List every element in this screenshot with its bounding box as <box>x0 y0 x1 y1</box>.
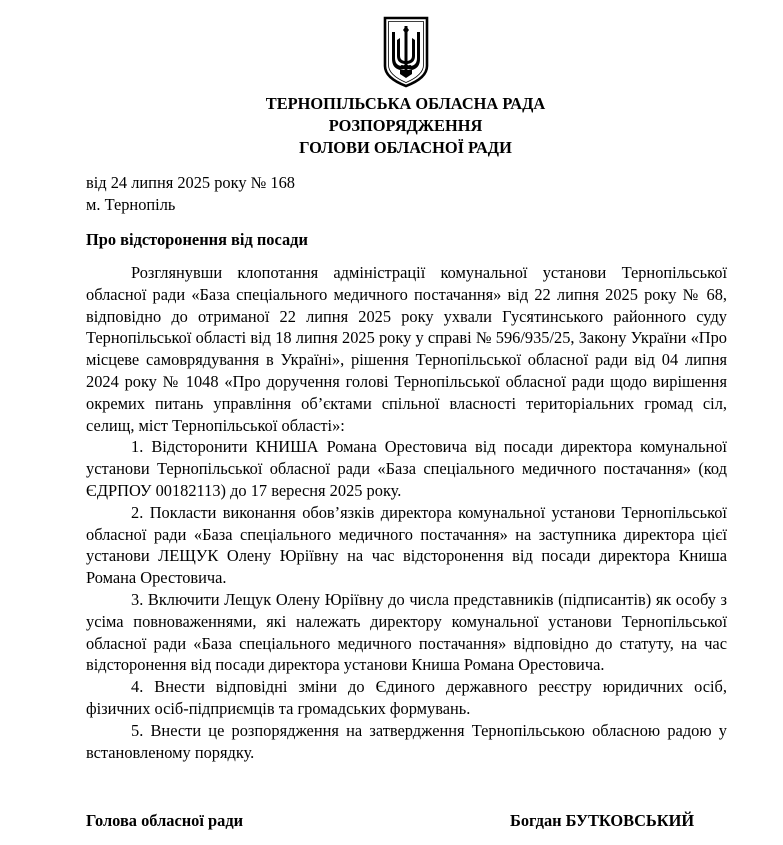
subject-title: Про відсторонення від посади <box>86 230 308 249</box>
document-type: РОЗПОРЯДЖЕННЯ <box>328 116 483 135</box>
signatory-name: Богдан БУТКОВСЬКИЙ <box>510 811 695 830</box>
item-5-paragraph: 5. Внести це розпорядження на затвердження Тернопільською обласною радою у встановленому порядку. <box>86 720 727 762</box>
council-name: ТЕРНОПІЛЬСЬКА ОБЛАСНА РАДА <box>265 94 546 113</box>
item-1-paragraph: 1. Відсторонити КНИША Романа Орестовича від посади директора комунальної установи Тернопільської обласної ради «База спеціального медичного постачання» (код ЄДРПОУ 00182113) до 17 вересня 2025 року. <box>86 437 727 500</box>
coat-of-arms-icon <box>383 16 429 88</box>
document-body <box>86 262 727 763</box>
date-and-number: від 24 липня 2025 року № 168 <box>86 173 295 192</box>
signatory-title: Голова обласної ради <box>86 811 244 830</box>
item-2-paragraph: 2. Покласти виконання обов’язків директора комунальної установи Тернопільської обласної ради «База спеціального медичного постачання» на заступника директора цієї установи ЛЕЩУК Олену Юріївну на час відсторонення від посади директора Книша Романа Орестовича. <box>86 502 727 588</box>
preamble-paragraph: Розглянувши клопотання адміністрації комунальної установи Тернопільської обласної ради «База спеціального медичного постачання» від 22 липня 2025 року № 68, відповідно до отриманої 22 липня 2025 року ухвали Гусятинського районного суду Тернопільської області від 18 липня 2025 року у справі № 596/935/25, Закону України «Про місцеве самоврядування в Україні», рішення Тернопільської обласної ради від 04 липня 2024 року № 1048 «Про доручення голові Тернопільської обласної ради щодо вирішення окремих питань управління об’єктами спільної власності територіальних громад сіл, селищ, міст Тернопільської області»: <box>86 263 727 435</box>
place: м. Тернопіль <box>86 195 176 214</box>
item-4-paragraph: 4. Внести відповідні зміни до Єдиного державного реєстру юридичних осіб, фізичних осіб-підприємців та громадських формувань. <box>86 677 727 718</box>
item-3-paragraph: 3. Включити Лещук Олену Юріївну до числа представників (підписантів) як особу з усіма повноваженнями, які належать директору комунальної установи Тернопільської обласної ради «База спеціального медичного постачання» відповідно до статуту, на час відсторонення від посади директора установи Книша Романа Орестовича. <box>86 589 727 675</box>
issuer-title: ГОЛОВИ ОБЛАСНОЇ РАДИ <box>299 138 512 157</box>
